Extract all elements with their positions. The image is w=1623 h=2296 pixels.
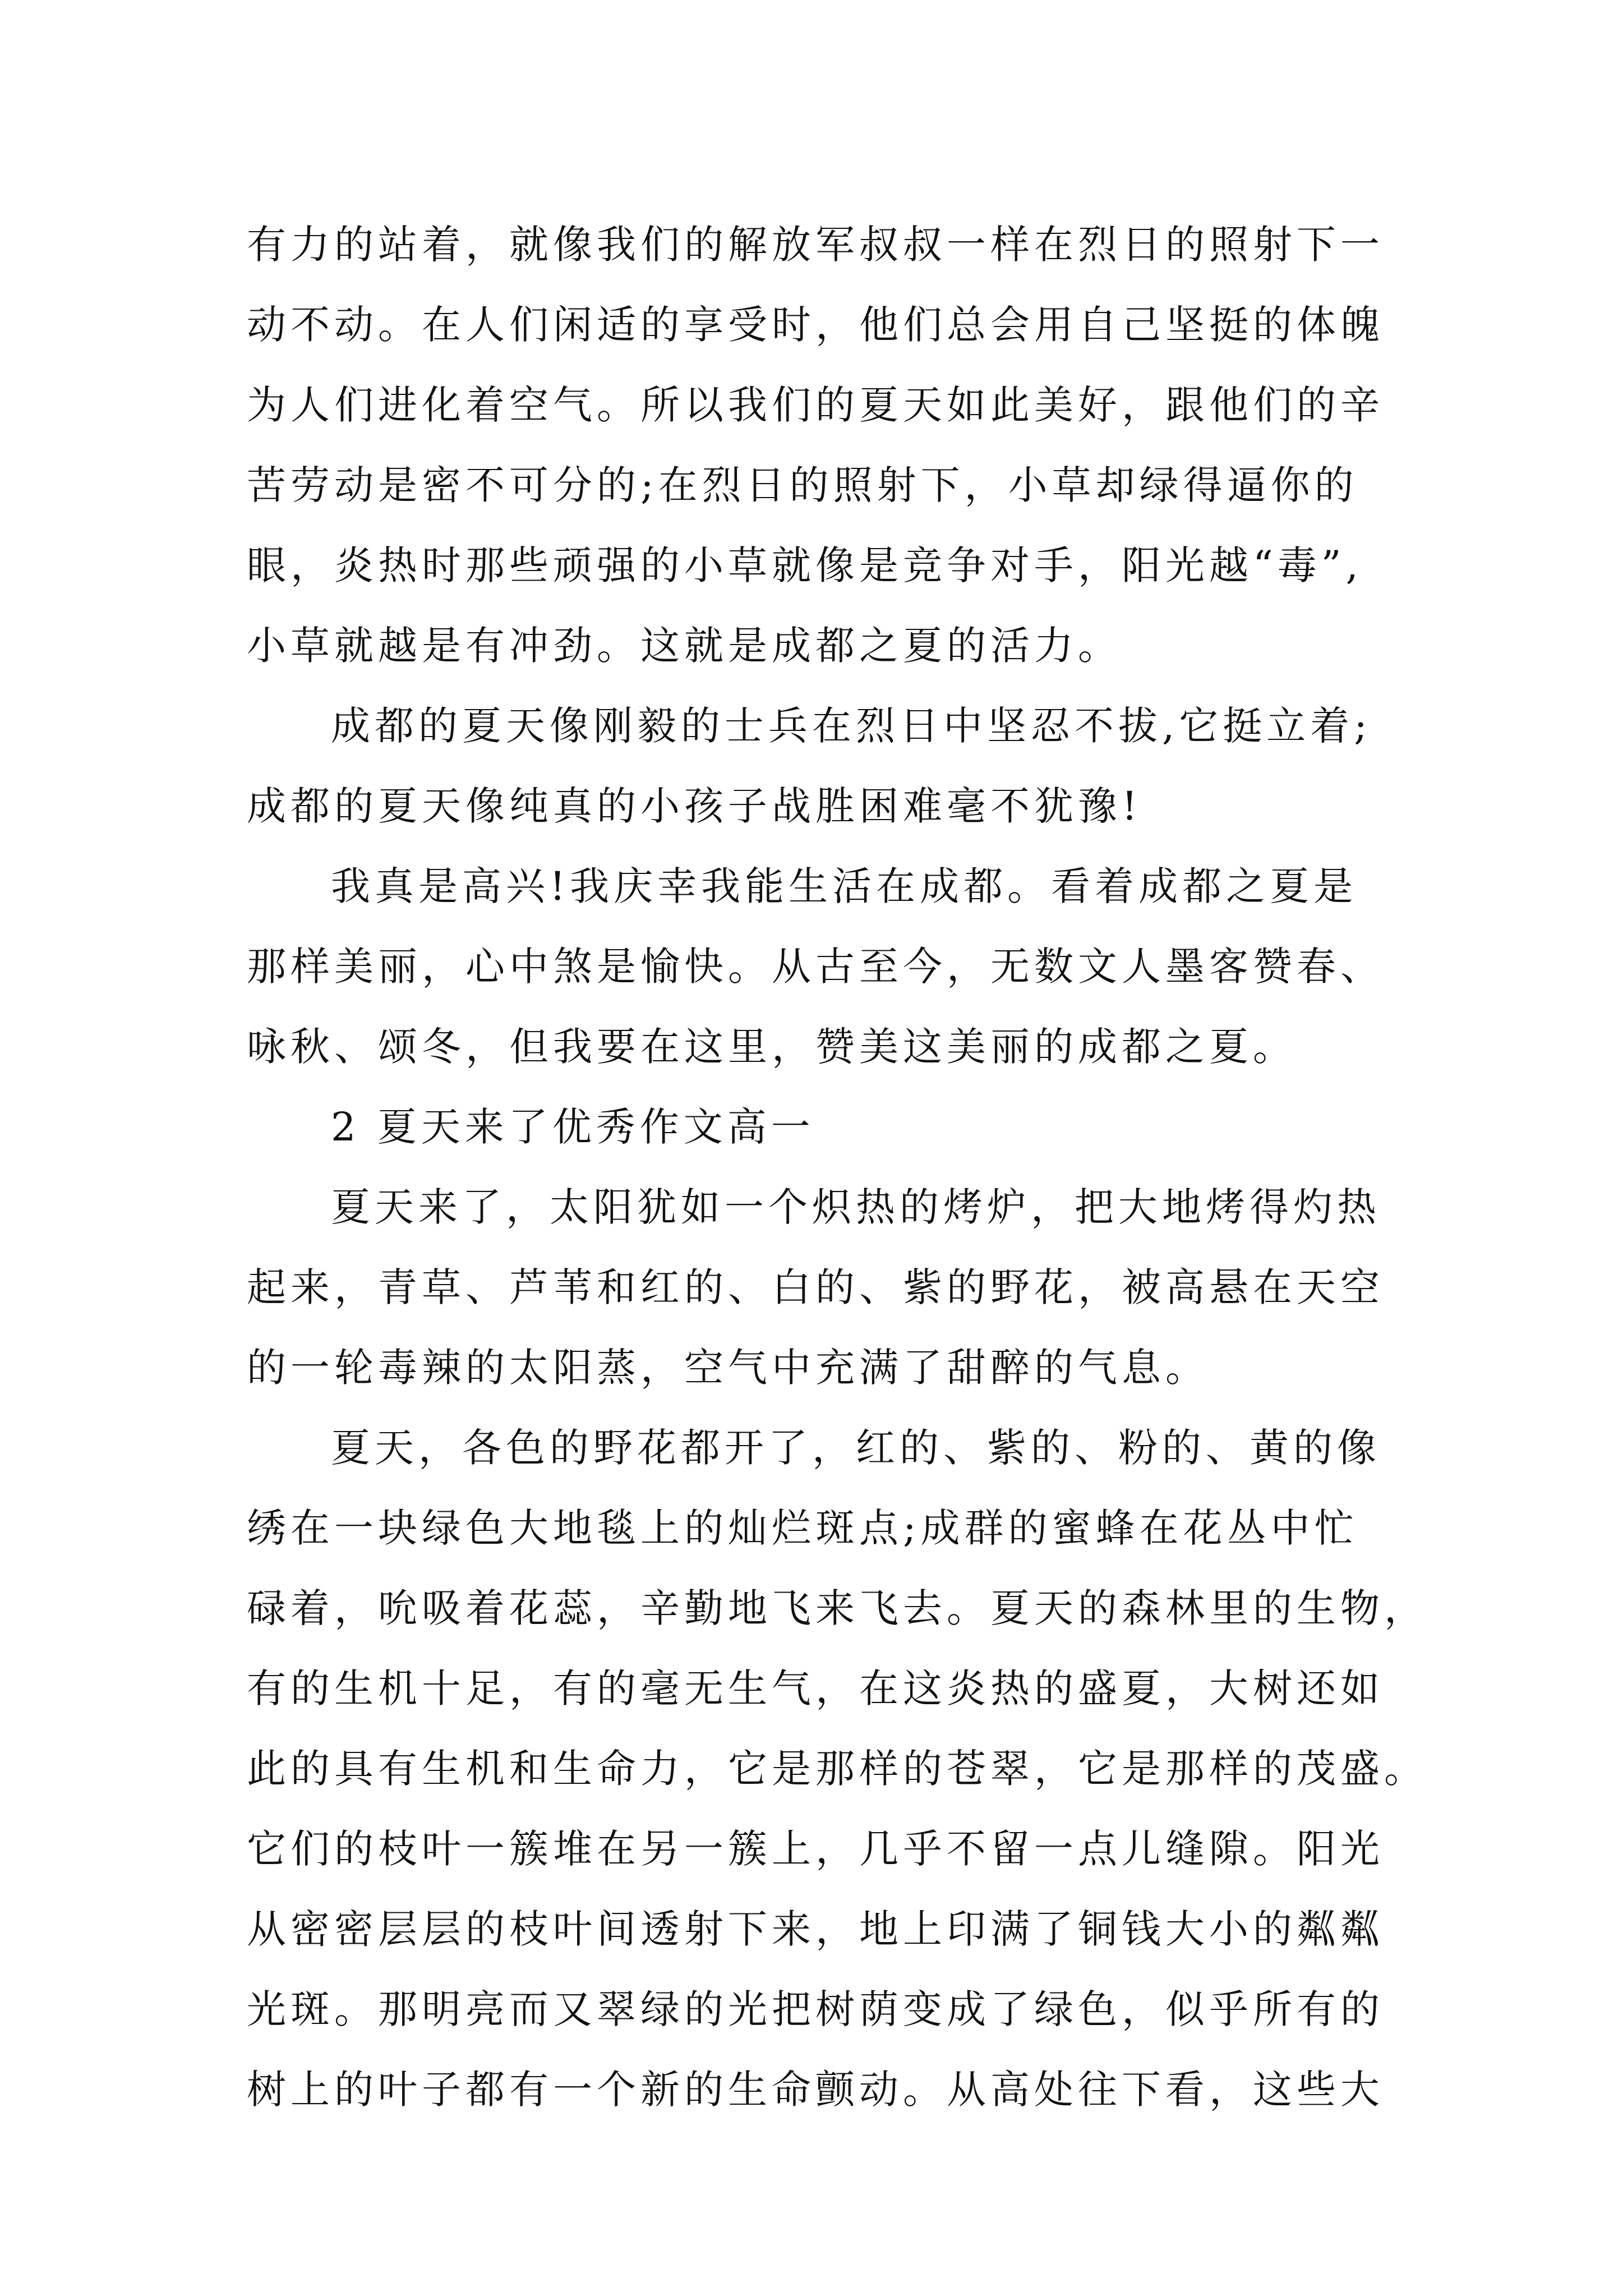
text-line: 树上的叶子都有一个新的生命颤动。从高处往下看，这些大 bbox=[247, 2067, 1384, 2113]
text-line: 碌着，吮吸着花蕊，辛勤地飞来飞去。夏天的森林里的生物， bbox=[247, 1585, 1428, 1631]
text-line: 有力的站着，就像我们的解放军叔叔一样在烈日的照射下一 bbox=[247, 222, 1384, 268]
paragraph-first-line: 我真是高兴!我庆幸我能生活在成都。看着成都之夏是 bbox=[331, 863, 1358, 909]
text-line: 它们的枝叶一簇堆在另一簇上，几乎不留一点儿缝隙。阳光 bbox=[247, 1826, 1384, 1872]
paragraph-first-line: 夏天来了，太阳犹如一个炽热的烤炉，把大地烤得灼热 bbox=[331, 1184, 1381, 1230]
text-line: 咏秋、颂冬，但我要在这里，赞美这美丽的成都之夏。 bbox=[247, 1024, 1297, 1070]
text-line: 的一轮毒辣的太阳蒸，空气中充满了甜醉的气息。 bbox=[247, 1345, 1209, 1391]
paragraph-first-line: 夏天，各色的野花都开了，红的、紫的、粉的、黄的像 bbox=[331, 1425, 1381, 1471]
text-line: 小草就越是有冲劲。这就是成都之夏的活力。 bbox=[247, 623, 1122, 669]
text-line: 起来，青草、芦苇和红的、白的、紫的野花，被高悬在天空 bbox=[247, 1264, 1384, 1310]
text-line: 眼，炎热时那些顽强的小草就像是竞争对手，阳光越“毒”, bbox=[247, 542, 1363, 588]
document-body bbox=[247, 205, 1428, 2130]
text-line: 苦劳动是密不可分的;在烈日的照射下，小草却绿得逼你的 bbox=[247, 462, 1358, 508]
text-line: 那样美丽，心中煞是愉快。从古至今，无数文人墨客赞春、 bbox=[247, 944, 1384, 990]
text-line: 动不动。在人们闲适的享受时，他们总会用自己坚挺的体魄 bbox=[247, 302, 1384, 348]
text-line: 为人们进化着空气。所以我们的夏天如此美好，跟他们的辛 bbox=[247, 382, 1384, 428]
text-line: 从密密层层的枝叶间透射下来，地上印满了铜钱大小的粼粼 bbox=[247, 1906, 1384, 1952]
section-heading: 2 夏天来了优秀作文高一 bbox=[331, 1104, 815, 1150]
text-line: 绣在一块绿色大地毯上的灿烂斑点;成群的蜜蜂在花丛中忙 bbox=[247, 1505, 1358, 1551]
text-line: 光斑。那明亮而又翠绿的光把树荫变成了绿色，似乎所有的 bbox=[247, 1986, 1384, 2032]
text-line: 成都的夏天像纯真的小孩子战胜困难毫不犹豫! bbox=[247, 783, 1142, 829]
paragraph-first-line: 成都的夏天像刚毅的士兵在烈日中坚忍不拔,它挺立着; bbox=[331, 703, 1372, 749]
text-line: 有的生机十足，有的毫无生气，在这炎热的盛夏，大树还如 bbox=[247, 1665, 1384, 1711]
text-line: 此的具有生机和生命力，它是那样的苍翠，它是那样的茂盛。 bbox=[247, 1746, 1428, 1792]
